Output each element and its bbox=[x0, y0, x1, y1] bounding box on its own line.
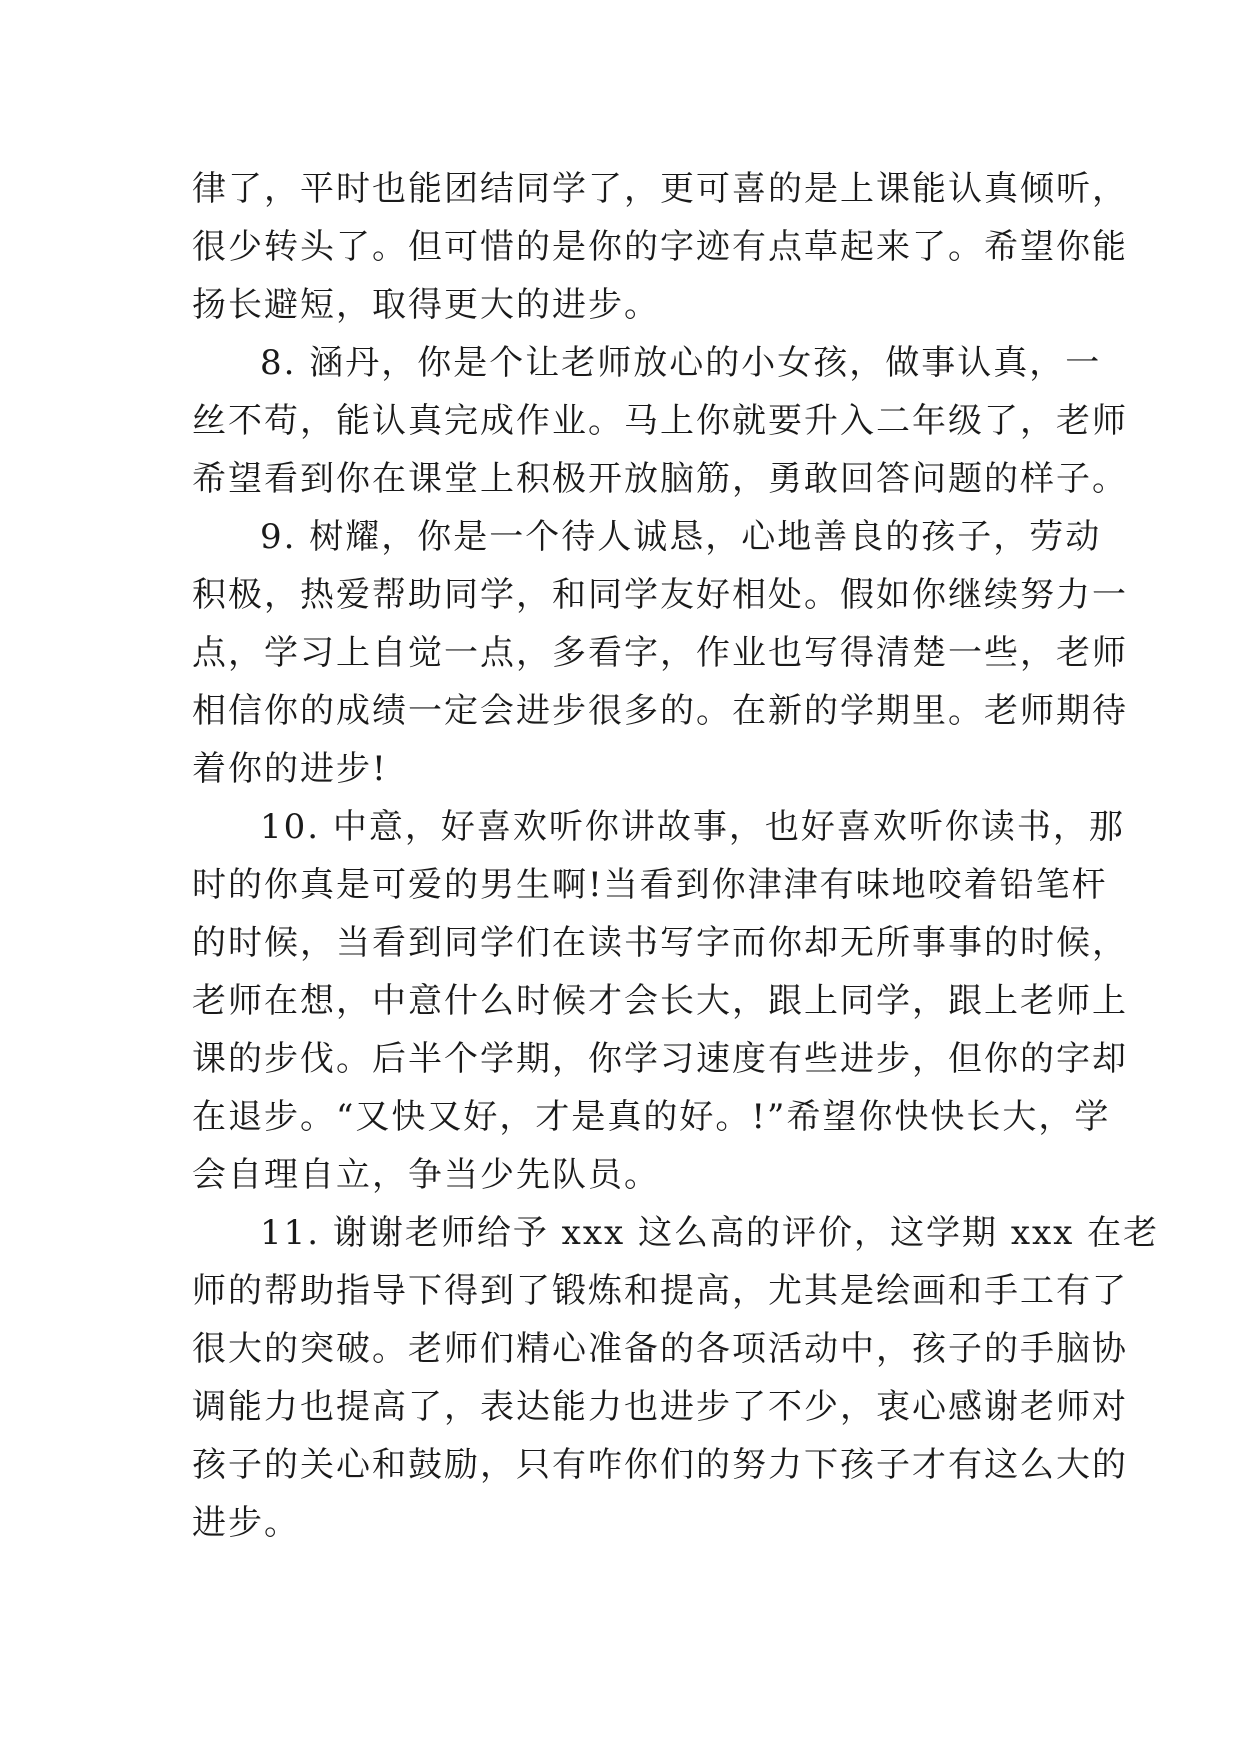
text-line: 点，学习上自觉一点，多看字，作业也写得清楚一些，老师 bbox=[192, 633, 1128, 673]
text-line: 课的步伐。后半个学期，你学习速度有些进步，但你的字却 bbox=[192, 1039, 1128, 1079]
document-body bbox=[192, 160, 1160, 1552]
text-line: 很大的突破。老师们精心准备的各项活动中，孩子的手脑协 bbox=[192, 1329, 1128, 1369]
text-line: 积极，热爱帮助同学，和同学友好相处。假如你继续努力一 bbox=[192, 575, 1128, 615]
paragraph-11-first-line: 11. 谢谢老师给予 xxx 这么高的评价，这学期 xxx 在老 bbox=[260, 1213, 1160, 1253]
text-line: 的时候，当看到同学们在读书写字而你却无所事事的时候， bbox=[192, 923, 1128, 963]
text-line: 调能力也提高了，表达能力也进步了不少，衷心感谢老师对 bbox=[192, 1387, 1128, 1427]
text-line: 孩子的关心和鼓励，只有咋你们的努力下孩子才有这么大的 bbox=[192, 1445, 1128, 1485]
text-line: 丝不苟，能认真完成作业。马上你就要升入二年级了，老师 bbox=[192, 401, 1128, 441]
paragraph-9-first-line: 9. 树耀，你是一个待人诚恳，心地善良的孩子，劳动 bbox=[260, 517, 1102, 557]
text-line: 律了，平时也能团结同学了，更可喜的是上课能认真倾听， bbox=[192, 169, 1128, 209]
text-line: 在退步。“又快又好，才是真的好。!”希望你快快长大，学 bbox=[192, 1097, 1111, 1137]
text-line: 会自理自立，争当少先队员。 bbox=[192, 1155, 660, 1195]
text-line: 进步。 bbox=[192, 1503, 300, 1543]
text-line: 扬长避短，取得更大的进步。 bbox=[192, 285, 660, 325]
text-line: 希望看到你在课堂上积极开放脑筋，勇敢回答问题的样子。 bbox=[192, 459, 1128, 499]
text-line: 老师在想，中意什么时候才会长大，跟上同学，跟上老师上 bbox=[192, 981, 1128, 1021]
text-line: 时的你真是可爱的男生啊!当看到你津津有味地咬着铅笔杆 bbox=[192, 865, 1108, 905]
text-line: 很少转头了。但可惜的是你的字迹有点草起来了。希望你能 bbox=[192, 227, 1128, 267]
text-line: 师的帮助指导下得到了锻炼和提高，尤其是绘画和手工有了 bbox=[192, 1271, 1128, 1311]
paragraph-10-first-line: 10. 中意，好喜欢听你讲故事，也好喜欢听你读书，那 bbox=[260, 807, 1125, 847]
paragraph-8-first-line: 8. 涵丹，你是个让老师放心的小女孩，做事认真，一 bbox=[260, 343, 1102, 383]
text-line: 相信你的成绩一定会进步很多的。在新的学期里。老师期待 bbox=[192, 691, 1128, 731]
text-line: 着你的进步! bbox=[192, 749, 388, 789]
